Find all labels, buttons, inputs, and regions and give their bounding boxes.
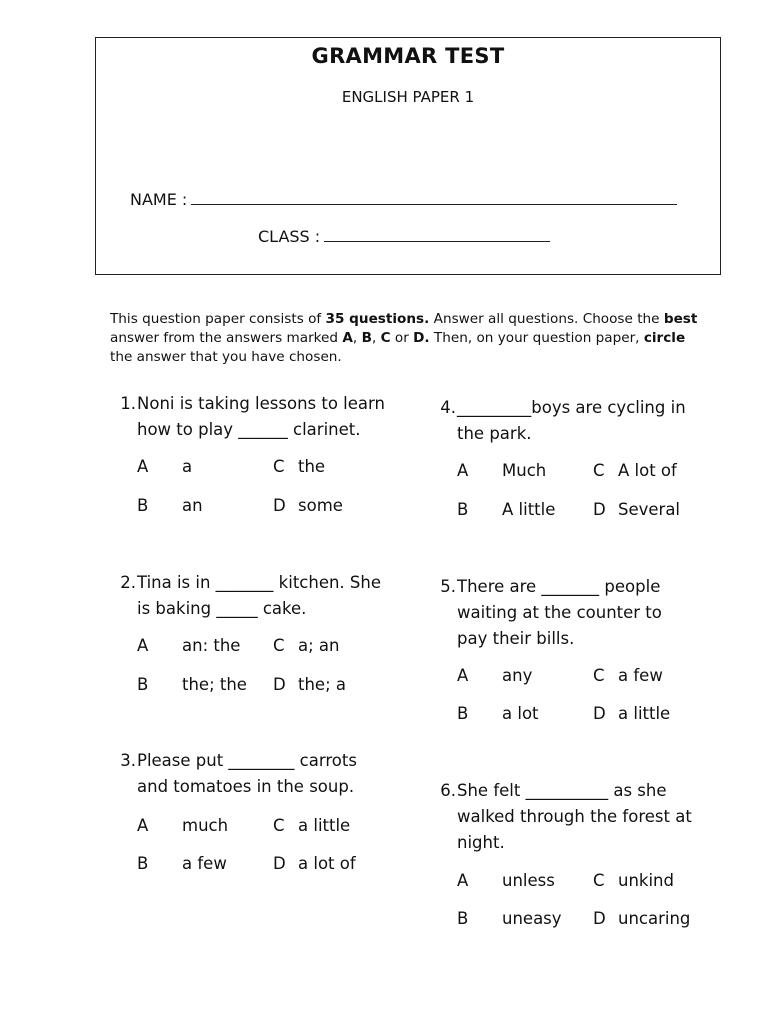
page-subtitle: ENGLISH PAPER 1 xyxy=(341,88,475,106)
option-letter[interactable]: B xyxy=(137,496,149,515)
name-blank-line[interactable] xyxy=(191,190,677,205)
option-text[interactable]: A little xyxy=(502,500,556,519)
question-text xyxy=(457,574,662,652)
instr-bold: B xyxy=(361,330,372,346)
question-text xyxy=(137,391,385,443)
option-letter[interactable]: D xyxy=(273,675,286,694)
question-3 xyxy=(114,748,404,888)
option-text[interactable]: a little xyxy=(298,816,351,835)
instr-bold: C xyxy=(380,330,391,346)
name-field[interactable] xyxy=(130,190,677,209)
option-letter[interactable]: A xyxy=(137,636,149,655)
name-label: NAME : xyxy=(130,190,188,209)
question-line: Tina is in _______ kitchen. She xyxy=(137,573,381,592)
option-letter[interactable]: A xyxy=(457,461,469,480)
option-letter[interactable]: B xyxy=(137,675,149,694)
option-text[interactable]: a few xyxy=(618,666,663,685)
option-text[interactable]: uncaring xyxy=(618,909,691,928)
instr-text: the answer that you have chosen. xyxy=(110,349,342,365)
option-text[interactable]: much xyxy=(182,816,229,835)
question-line: and tomatoes in the soup. xyxy=(137,777,355,796)
instr-text: Answer all questions. Choose the xyxy=(429,311,664,327)
option-letter[interactable]: D xyxy=(593,909,606,928)
question-line: walked through the forest at xyxy=(457,807,692,826)
question-2 xyxy=(114,570,404,710)
option-text[interactable]: unkind xyxy=(618,871,674,890)
option-letter[interactable]: C xyxy=(593,666,605,685)
option-letter[interactable]: B xyxy=(137,854,149,873)
option-letter[interactable]: C xyxy=(273,816,285,835)
instr-bold: A xyxy=(342,330,353,346)
option-text[interactable]: Much xyxy=(502,461,547,480)
instr-bold: D. xyxy=(413,330,430,346)
option-letter[interactable]: A xyxy=(137,816,149,835)
question-line: the park. xyxy=(457,424,532,443)
option-letter[interactable]: D xyxy=(273,496,286,515)
option-text[interactable]: unless xyxy=(502,871,555,890)
question-line: Please put ________ carrots xyxy=(137,751,357,770)
option-text[interactable]: a lot xyxy=(502,704,539,723)
question-4 xyxy=(434,395,734,535)
page-title: GRAMMAR TEST xyxy=(311,44,505,68)
question-line: how to play ______ clarinet. xyxy=(137,420,361,439)
option-letter[interactable]: A xyxy=(137,457,149,476)
option-text[interactable]: some xyxy=(298,496,343,515)
instr-bold: 35 questions. xyxy=(325,311,430,327)
instr-text: , xyxy=(352,330,362,346)
question-number: 1. xyxy=(120,394,136,413)
question-line: There are _______ people xyxy=(457,577,661,596)
option-text[interactable]: the; a xyxy=(298,675,346,694)
option-letter[interactable]: D xyxy=(593,704,606,723)
question-line: Noni is taking lessons to learn xyxy=(137,394,385,413)
question-text xyxy=(457,778,692,856)
question-line: is baking _____ cake. xyxy=(137,599,307,618)
option-text[interactable]: the xyxy=(298,457,326,476)
question-line: night. xyxy=(457,833,505,852)
option-letter[interactable]: D xyxy=(273,854,286,873)
option-letter[interactable]: C xyxy=(273,457,285,476)
option-letter[interactable]: D xyxy=(593,500,606,519)
instr-text: Then, on your question paper, xyxy=(429,330,644,346)
question-line: waiting at the counter to xyxy=(457,603,662,622)
instr-text: or xyxy=(390,330,414,346)
option-text[interactable]: Several xyxy=(618,500,681,519)
option-letter[interactable]: B xyxy=(457,909,469,928)
option-text[interactable]: a lot of xyxy=(298,854,356,873)
question-5 xyxy=(434,574,734,734)
instr-bold: best xyxy=(663,311,698,327)
instr-bold: circle xyxy=(643,330,686,346)
option-text[interactable]: a few xyxy=(182,854,227,873)
instr-text: answer from the answers marked xyxy=(110,330,343,346)
option-text[interactable]: the; the xyxy=(182,675,247,694)
option-letter[interactable]: C xyxy=(593,461,605,480)
option-text[interactable]: uneasy xyxy=(502,909,562,928)
option-text[interactable]: a xyxy=(182,457,193,476)
option-letter[interactable]: B xyxy=(457,704,469,723)
question-1 xyxy=(114,391,404,531)
question-number: 5. xyxy=(440,577,456,596)
question-text xyxy=(137,570,381,622)
instructions xyxy=(110,310,700,367)
class-label: CLASS : xyxy=(258,227,321,246)
header-box xyxy=(95,37,721,275)
option-letter[interactable]: A xyxy=(457,666,469,685)
question-line: pay their bills. xyxy=(457,629,575,648)
question-line: _________boys are cycling in xyxy=(457,398,686,417)
option-letter[interactable]: A xyxy=(457,871,469,890)
question-text xyxy=(137,748,357,800)
option-text[interactable]: A lot of xyxy=(618,461,677,480)
option-letter[interactable]: C xyxy=(273,636,285,655)
question-number: 2. xyxy=(120,573,136,592)
question-number: 6. xyxy=(440,781,456,800)
question-number: 4. xyxy=(440,398,456,417)
option-letter[interactable]: C xyxy=(593,871,605,890)
option-text[interactable]: any xyxy=(502,666,533,685)
class-field[interactable] xyxy=(258,227,550,246)
class-blank-line[interactable] xyxy=(324,227,550,242)
option-letter[interactable]: B xyxy=(457,500,469,519)
option-text[interactable]: an xyxy=(182,496,203,515)
instr-text: This question paper consists of xyxy=(110,311,326,327)
question-text xyxy=(457,395,686,447)
question-line: She felt __________ as she xyxy=(457,781,667,800)
question-6 xyxy=(434,778,734,938)
question-number: 3. xyxy=(120,751,136,770)
instr-text: , xyxy=(371,330,381,346)
option-text[interactable]: a; an xyxy=(298,636,340,655)
option-text[interactable]: a little xyxy=(618,704,671,723)
option-text[interactable]: an: the xyxy=(182,636,241,655)
